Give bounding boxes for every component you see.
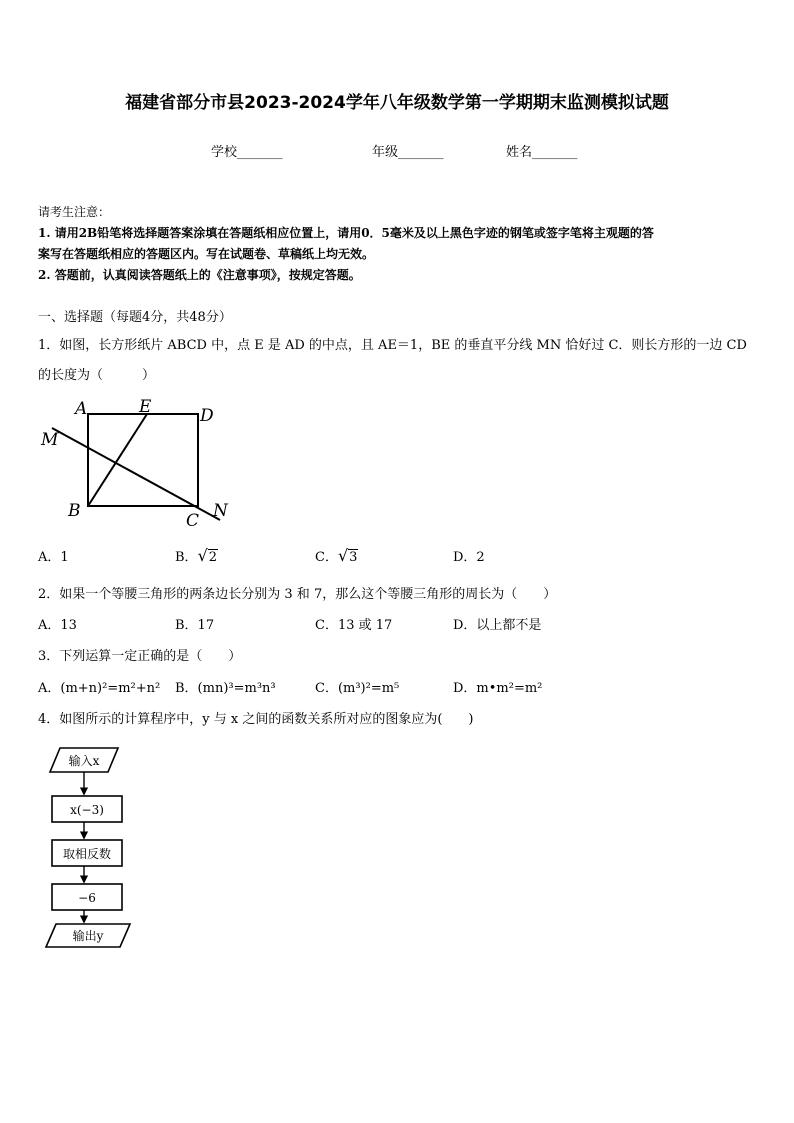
notice-item-1-line-2: 案写在答题纸相应的答题区内。写在试题卷、草稿纸上均无效。: [38, 247, 375, 261]
q1-option-b-radicand: 2: [208, 550, 218, 565]
label-a: A: [75, 399, 88, 419]
rectangle-abcd: [88, 414, 198, 506]
q2-option-d: D．以上都不是: [453, 618, 542, 633]
notice-item-1-line-1: 1. 请用2B铅笔将选择题答案涂填在答题纸相应位置上，请用0．5毫米及以上黑色字迹的钢笔或签字笔将主观题的答: [38, 226, 654, 240]
flowchart-output-label: 输出y: [72, 929, 104, 943]
q4-flowchart: [38, 740, 148, 955]
q3-option-b: B．(mn)³=m³n³: [175, 681, 276, 696]
q4-stem: 4．如图所示的计算程序中，y 与 x 之间的函数关系所对应的图象应为( ): [38, 712, 474, 727]
grade-field: 年级_______: [372, 145, 444, 160]
section-heading: 一、选择题（每题4分，共48分）: [38, 310, 232, 325]
q3-option-d: D．m•m²=m²: [453, 681, 543, 696]
sqrt-symbol: √: [197, 546, 208, 565]
label-n: N: [213, 501, 228, 521]
q1-option-b: [175, 546, 218, 565]
q3-stem: 3．下列运算一定正确的是（ ）: [38, 649, 242, 664]
notice-heading: 请考生注意：: [38, 205, 111, 219]
label-b: B: [68, 501, 81, 521]
q2-option-a: A．13: [38, 618, 77, 633]
notice-item-2: 2. 答题前，认真阅读答题纸上的《注意事项》，按规定答题。: [38, 268, 361, 282]
segment-be: [88, 414, 147, 506]
q3-option-c: C．(m³)²=m⁵: [315, 681, 400, 696]
q2-option-c: C．13 或 17: [315, 618, 393, 633]
page-title: 福建省部分市县2023-2024学年八年级数学第一学期期末监测模拟试题: [125, 93, 669, 113]
q1-option-c-radicand: 3: [349, 550, 358, 565]
q2-option-b: B．17: [175, 618, 215, 633]
sqrt-symbol: √: [337, 546, 349, 565]
flowchart-step-3-label: −6: [78, 891, 96, 905]
label-e: E: [139, 397, 152, 417]
q1-option-b-prefix: B．: [175, 550, 198, 565]
school-field: 学校_______: [211, 145, 283, 160]
q1-stem-line-1: 1．如图，长方形纸片 ABCD 中，点 E 是 AD 的中点，且 AE＝1，BE 的垂直平分线 MN 恰好过 C．则长方形的一边 CD: [38, 338, 747, 353]
label-m: M: [41, 430, 59, 450]
label-d: D: [200, 406, 214, 426]
flowchart-step-1-label: x(−3): [70, 803, 104, 817]
q1-figure: [38, 392, 238, 528]
q3-option-a: A．(m+n)²=m²+n²: [38, 681, 161, 696]
q1-option-a: A．1: [38, 550, 69, 565]
label-c: C: [186, 511, 200, 528]
flowchart-input-label: 输入x: [68, 754, 100, 768]
name-field: 姓名_______: [506, 145, 578, 160]
q1-option-d: D．2: [453, 550, 485, 565]
q1-option-c-prefix: C．: [315, 550, 338, 565]
q1-option-c: [315, 546, 358, 565]
flowchart-step-2-label: 取相反数: [62, 847, 112, 861]
q2-stem: 2．如果一个等腰三角形的两条边长分别为 3 和 7，那么这个等腰三角形的周长为（ ）: [38, 587, 557, 602]
q1-stem-line-2: 的长度为（ ）: [38, 368, 156, 383]
